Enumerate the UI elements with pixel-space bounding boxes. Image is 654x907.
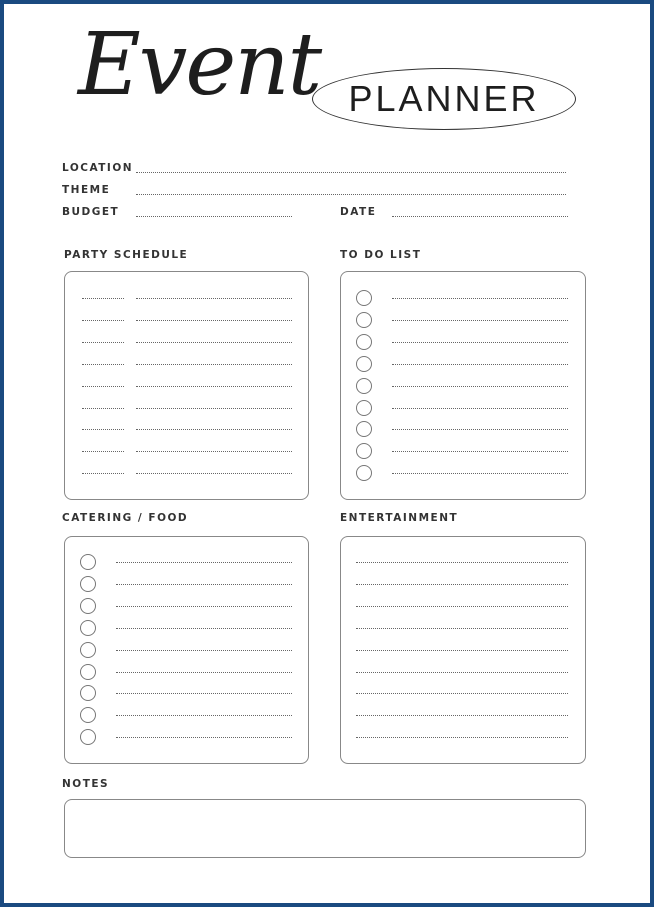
catering-checkbox[interactable]	[80, 554, 96, 570]
schedule-time-line[interactable]	[82, 386, 124, 387]
schedule-item-line[interactable]	[136, 429, 292, 430]
schedule-time-line[interactable]	[82, 298, 124, 299]
theme-label: THEME	[62, 184, 111, 196]
schedule-item-line[interactable]	[136, 386, 292, 387]
todo-checkbox[interactable]	[356, 400, 372, 416]
location-label: LOCATION	[62, 162, 134, 174]
todo-checkbox[interactable]	[356, 312, 372, 328]
catering-item-line[interactable]	[116, 562, 292, 563]
schedule-time-line[interactable]	[82, 473, 124, 474]
date-field[interactable]	[392, 216, 568, 217]
todo-item-line[interactable]	[392, 298, 568, 299]
schedule-time-line[interactable]	[82, 364, 124, 365]
todo-item-line[interactable]	[392, 320, 568, 321]
catering-item-line[interactable]	[116, 606, 292, 607]
todo-item-line[interactable]	[392, 364, 568, 365]
todo-checkbox[interactable]	[356, 378, 372, 394]
todo-checkbox[interactable]	[356, 356, 372, 372]
todo-item-line[interactable]	[392, 342, 568, 343]
schedule-item-line[interactable]	[136, 473, 292, 474]
todo-list-label: TO DO LIST	[340, 249, 422, 261]
catering-item-line[interactable]	[116, 715, 292, 716]
schedule-item-line[interactable]	[136, 408, 292, 409]
schedule-item-line[interactable]	[136, 364, 292, 365]
location-field[interactable]	[136, 172, 566, 173]
catering-item-line[interactable]	[116, 584, 292, 585]
catering-food-label: CATERING / FOOD	[62, 512, 189, 524]
date-label: DATE	[340, 206, 377, 218]
catering-item-line[interactable]	[116, 737, 292, 738]
schedule-time-line[interactable]	[82, 320, 124, 321]
schedule-time-line[interactable]	[82, 342, 124, 343]
schedule-time-line[interactable]	[82, 408, 124, 409]
budget-field[interactable]	[136, 216, 292, 217]
title-planner: PLANNER	[348, 78, 540, 119]
todo-item-line[interactable]	[392, 451, 568, 452]
party-schedule-label: PARTY SCHEDULE	[64, 249, 189, 261]
schedule-time-line[interactable]	[82, 429, 124, 430]
entertainment-item-line[interactable]	[356, 737, 568, 738]
catering-checkbox[interactable]	[80, 620, 96, 636]
todo-checkbox[interactable]	[356, 290, 372, 306]
todo-checkbox[interactable]	[356, 334, 372, 350]
entertainment-item-line[interactable]	[356, 584, 568, 585]
todo-item-line[interactable]	[392, 386, 568, 387]
entertainment-label: ENTERTAINMENT	[340, 512, 459, 524]
title-event-script: Event	[78, 15, 321, 115]
catering-checkbox[interactable]	[80, 642, 96, 658]
theme-field[interactable]	[136, 194, 566, 195]
catering-item-line[interactable]	[116, 628, 292, 629]
catering-checkbox[interactable]	[80, 664, 96, 680]
todo-item-line[interactable]	[392, 429, 568, 430]
todo-item-line[interactable]	[392, 473, 568, 474]
notes-label: NOTES	[62, 778, 110, 790]
entertainment-item-line[interactable]	[356, 715, 568, 716]
catering-item-line[interactable]	[116, 672, 292, 673]
schedule-item-line[interactable]	[136, 320, 292, 321]
catering-checkbox[interactable]	[80, 576, 96, 592]
schedule-item-line[interactable]	[136, 298, 292, 299]
catering-item-line[interactable]	[116, 693, 292, 694]
catering-item-line[interactable]	[116, 650, 292, 651]
budget-label: BUDGET	[62, 206, 120, 218]
notes-box[interactable]	[64, 799, 586, 858]
entertainment-item-line[interactable]	[356, 606, 568, 607]
entertainment-item-line[interactable]	[356, 693, 568, 694]
schedule-time-line[interactable]	[82, 451, 124, 452]
entertainment-item-line[interactable]	[356, 628, 568, 629]
entertainment-item-line[interactable]	[356, 562, 568, 563]
todo-item-line[interactable]	[392, 408, 568, 409]
schedule-item-line[interactable]	[136, 451, 292, 452]
entertainment-item-line[interactable]	[356, 672, 568, 673]
catering-checkbox[interactable]	[80, 598, 96, 614]
schedule-item-line[interactable]	[136, 342, 292, 343]
entertainment-item-line[interactable]	[356, 650, 568, 651]
